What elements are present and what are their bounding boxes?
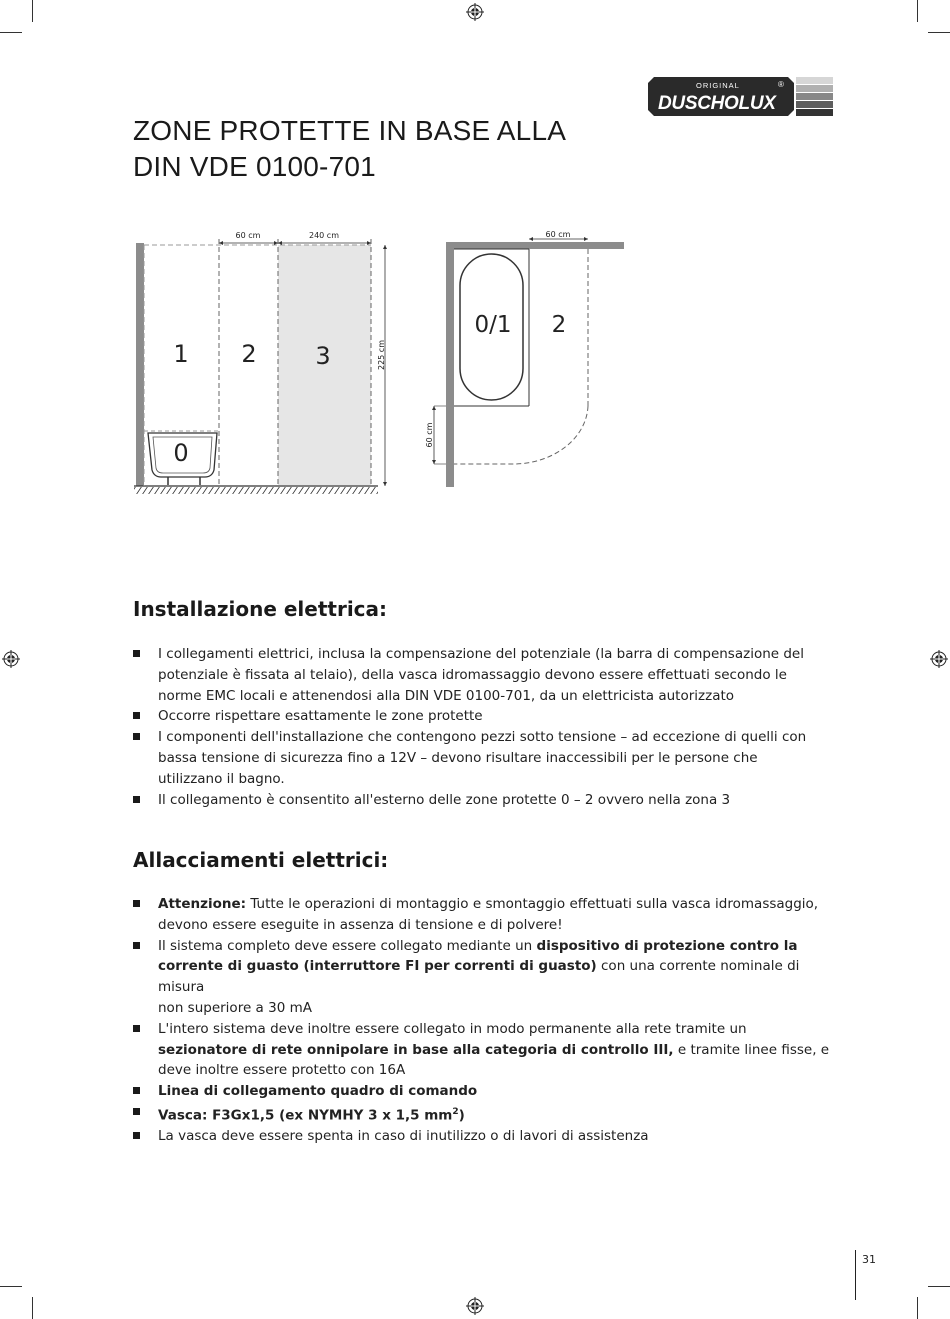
- crop-mark: [917, 0, 918, 22]
- title-line-1: ZONE PROTETTE IN BASE ALLA: [133, 115, 567, 146]
- list-item: Attenzione: Tutte le operazioni di montaggio e smontaggio effettuati sulla vasca idromassaggio, devono essere eseguite in assenza di tensione e di polvere!: [133, 894, 833, 936]
- dim-60cm-side-label: 60 cm: [425, 422, 434, 448]
- bullet-icon: [133, 796, 140, 803]
- crop-mark: [0, 32, 22, 33]
- list-item: La vasca deve essere spenta in caso di inutilizzo o di lavori di assistenza: [133, 1126, 833, 1147]
- zone-3-label: 3: [315, 342, 331, 370]
- bullet-icon: [133, 650, 140, 657]
- bullet-icon: [133, 900, 140, 907]
- logo-small-text: ORIGINAL: [696, 81, 740, 90]
- bullet-icon: [133, 942, 140, 949]
- bullet-icon: [133, 712, 140, 719]
- zone-0-label: 0: [173, 439, 189, 467]
- registration-mark-icon: [466, 3, 484, 21]
- registration-mark-icon: [466, 1297, 484, 1315]
- duscholux-logo: [648, 75, 834, 118]
- crop-mark: [917, 1297, 918, 1319]
- dim-60cm-top-label: 60 cm: [545, 230, 571, 239]
- dim-60cm-label: 60 cm: [235, 231, 261, 240]
- bullet-icon: [133, 733, 140, 740]
- section-heading-installazione: Installazione elettrica:: [133, 597, 388, 621]
- page-title: [133, 113, 566, 185]
- list-item: I collegamenti elettrici, inclusa la compensazione del potenziale (la barra di compensazione del potenziale è fissata al telaio), della vasca idromassaggio devono essere effettuati secondo le norme EMC locali e attenendosi alla DIN VDE 0100-701, da un elettricista autorizzato: [133, 644, 833, 706]
- side-view-diagram: [134, 231, 387, 494]
- dim-240cm-label: 240 cm: [308, 231, 340, 240]
- list-item: Linea di collegamento quadro di comando: [133, 1081, 833, 1102]
- bullet-icon: [133, 1025, 140, 1032]
- bullet-icon: [133, 1132, 140, 1139]
- zone-2-label: 2: [241, 340, 257, 368]
- page-number-divider: [855, 1250, 856, 1300]
- crop-mark: [32, 0, 33, 22]
- zone-2-plan-label: 2: [551, 312, 567, 338]
- plan-view-diagram: [425, 230, 624, 487]
- list-item: Vasca: F3Gx1,5 (ex NYMHY 3 x 1,5 $mm^2$): [133, 1102, 833, 1126]
- zone-0-1-label: 0/1: [474, 312, 512, 338]
- crop-mark: [928, 32, 950, 33]
- protection-zones-diagram: [130, 225, 640, 500]
- zone-1-label: 1: [173, 340, 189, 368]
- logo-registered: ®: [778, 80, 784, 89]
- registration-mark-icon: [930, 650, 948, 668]
- list-item: I componenti dell'installazione che contengono pezzi sotto tensione – ad eccezione di quelli con bassa tensione di sicurezza fino a 12V – devono risultare inaccessibili per le persone che utilizzano il bagno.: [133, 727, 833, 789]
- section-heading-allacciamenti: Allacciamenti elettrici:: [133, 848, 389, 872]
- list-item: Il collegamento è consentito all'esterno delle zone protette 0 – 2 ovvero nella zona 3: [133, 790, 833, 811]
- list-item: Occorre rispettare esattamente le zone protette: [133, 706, 833, 727]
- logo-brand-text: DUSCHOLUX: [658, 93, 776, 114]
- list-item: L'intero sistema deve inoltre essere collegato in modo permanente alla rete tramite un sezionatore di rete onnipolare in base alla categoria di controllo III, e tramite linee fisse, e deve inoltre essere protetto con 16A: [133, 1019, 833, 1081]
- crop-mark: [32, 1297, 33, 1319]
- installazione-list: [133, 644, 833, 810]
- allacciamenti-list: [133, 894, 833, 1147]
- bullet-icon: [133, 1108, 140, 1115]
- list-item: Il sistema completo deve essere collegato mediante un dispositivo di protezione contro la corrente di guasto (interruttore FI per correnti di guasto) con una corrente nominale di misura non superiore a 30 mA: [133, 936, 833, 1019]
- dim-225cm-label: 225 cm: [377, 339, 386, 371]
- registration-mark-icon: [2, 650, 20, 668]
- page-number: 31: [862, 1253, 876, 1266]
- crop-mark: [928, 1286, 950, 1287]
- title-line-2: DIN VDE 0100-701: [133, 151, 376, 182]
- bullet-icon: [133, 1087, 140, 1094]
- crop-mark: [0, 1286, 22, 1287]
